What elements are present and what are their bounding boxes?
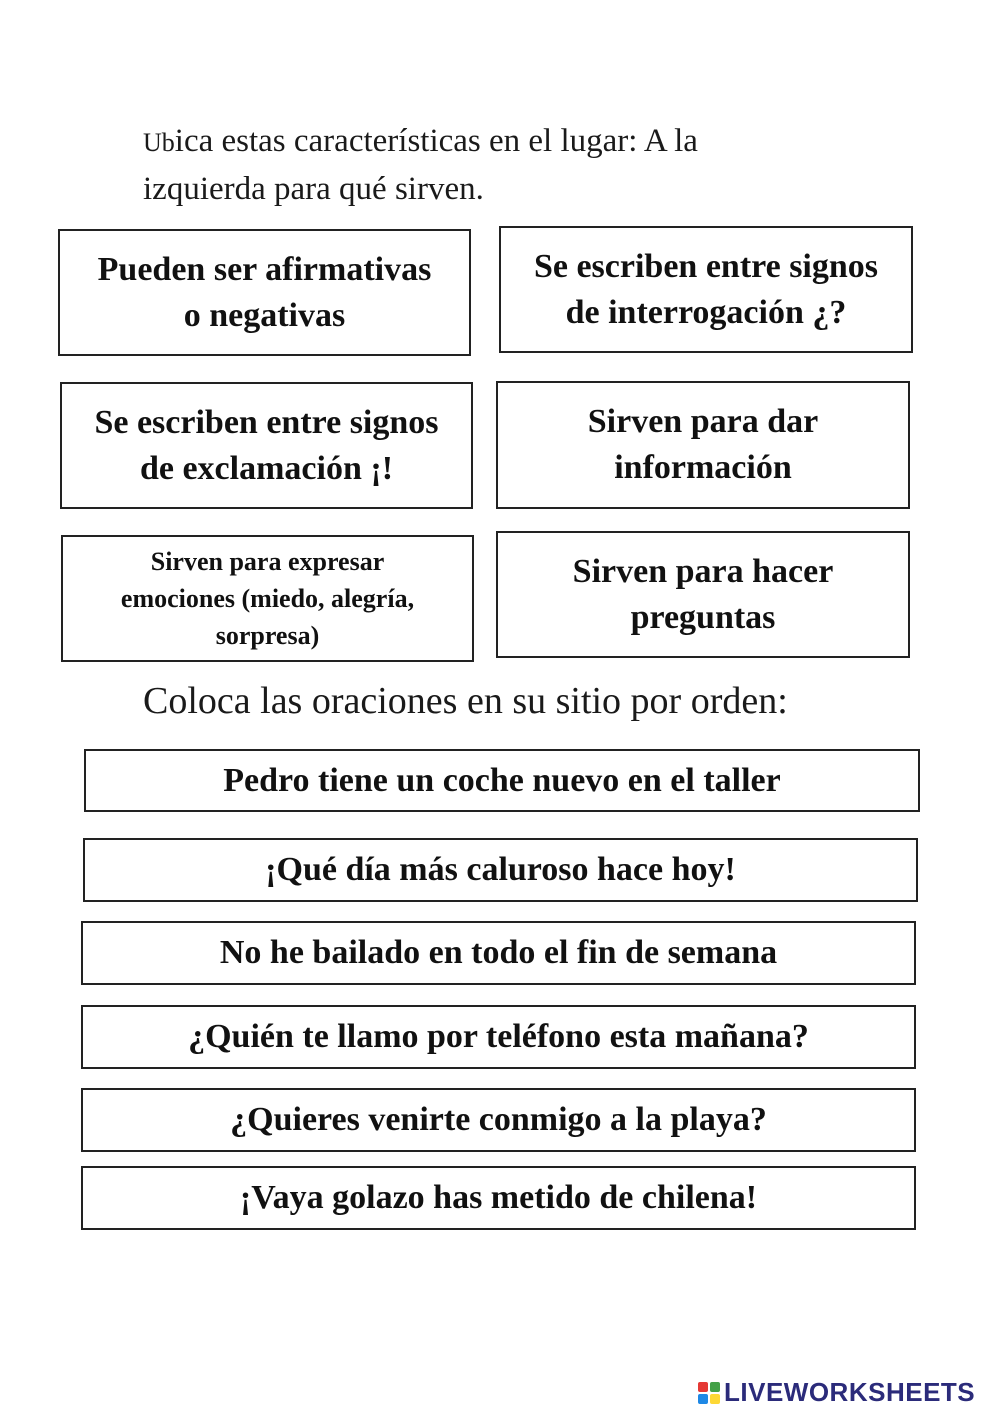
feature-card-emociones[interactable]: [61, 535, 474, 662]
liveworksheets-wordmark: LIVEWORKSHEETS: [724, 1377, 976, 1407]
liveworksheets-logo: [698, 1377, 975, 1408]
feature-line: Sirven para dar: [587, 403, 819, 440]
logo-square: [698, 1394, 708, 1404]
feature-card-interrogacion[interactable]: [499, 226, 913, 353]
sentence-text: ¡Qué día más caluroso hace hoy!: [265, 851, 736, 888]
feature-line: Sirven para hacer: [572, 552, 834, 590]
feature-line: emociones (miedo, alegría,: [120, 584, 415, 613]
feature-card-informacion[interactable]: [496, 381, 910, 509]
sentence-card-5[interactable]: [81, 1088, 916, 1152]
sentence-card-1[interactable]: [84, 749, 920, 812]
sentence-card-3[interactable]: [81, 921, 916, 985]
feature-line: Se escriben entre signos: [94, 403, 439, 441]
sentence-text: No he bailado en todo el fin de semana: [219, 934, 778, 971]
sentence-text: Pedro tiene un coche nuevo en el taller: [223, 761, 781, 799]
sentence-card-2[interactable]: [83, 838, 918, 902]
sentence-card-6[interactable]: [81, 1166, 916, 1230]
feature-line: preguntas: [630, 598, 776, 636]
feature-line: o negativas: [183, 296, 346, 334]
feature-line: de interrogación ¿?: [565, 293, 847, 331]
sentence-card-4[interactable]: [81, 1005, 916, 1069]
instruction-line2: izquierda para qué sirven.: [143, 171, 484, 207]
logo-square: [698, 1382, 708, 1392]
sentence-text: ¿Quieres venirte conmigo a la playa?: [230, 1101, 767, 1138]
instruction-prefix: Ub: [143, 128, 175, 157]
feature-line: Sirven para expresar: [150, 547, 385, 576]
sentence-text: ¡Vaya golazo has metido de chilena!: [239, 1179, 758, 1216]
feature-line: de exclamación ¡!: [139, 449, 394, 487]
instruction-line1: ica estas características en el lugar: A la: [174, 123, 698, 159]
feature-card-preguntas[interactable]: [496, 531, 910, 658]
feature-card-exclamacion[interactable]: [60, 382, 473, 509]
feature-line: Se escriben entre signos: [533, 247, 879, 285]
logo-square: [710, 1394, 720, 1404]
instruction-sentences: Coloca las oraciones en su sitio por orden:: [143, 680, 788, 722]
liveworksheets-icon: [698, 1382, 720, 1404]
feature-card-afirmativas[interactable]: [58, 229, 471, 356]
feature-line: sorpresa): [215, 621, 320, 650]
logo-square: [710, 1382, 720, 1392]
sentence-text: ¿Quién te llamo por teléfono esta mañana?: [188, 1018, 809, 1055]
instruction-characteristics: [143, 118, 698, 212]
feature-line: Pueden ser afirmativas: [97, 250, 432, 288]
feature-line: información: [614, 449, 792, 486]
